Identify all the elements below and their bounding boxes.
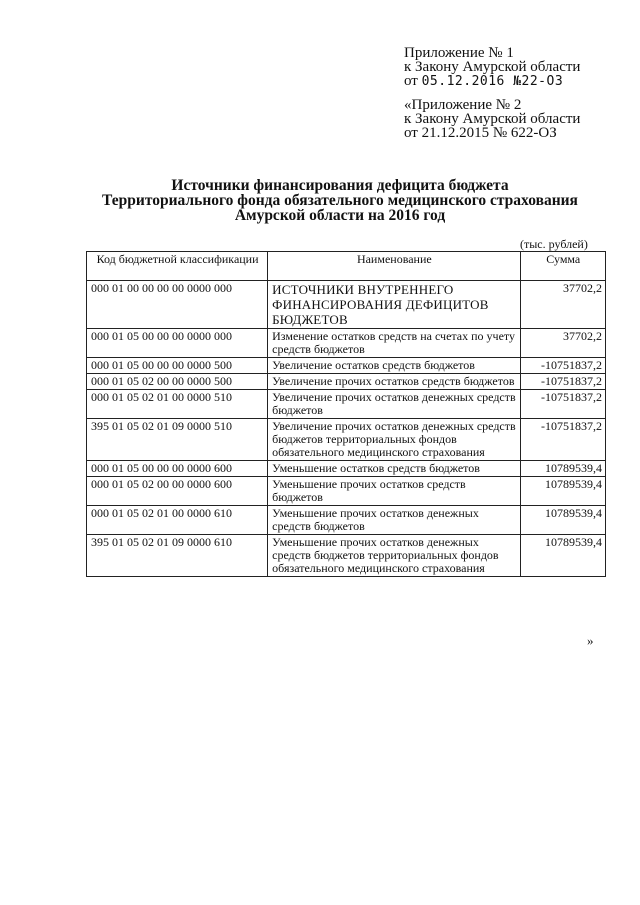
row-code: 000 01 05 00 00 00 0000 600 — [87, 461, 268, 477]
row-name: Увеличение прочих остатков средств бюджетов — [268, 374, 520, 390]
row-code: 000 01 05 00 00 00 0000 000 — [87, 329, 268, 358]
closing-quote: » — [587, 633, 594, 648]
row-name: Увеличение остатков средств бюджетов — [268, 358, 520, 374]
annex-1-title: Приложение № 1 — [404, 45, 514, 61]
row-name: Уменьшение прочих остатков денежных средств бюджетов — [268, 506, 520, 535]
row-sum: 10789539,4 — [520, 477, 605, 506]
row-name: Уменьшение прочих остатков денежных средств бюджетов территориальных фондов обязательного медицинского страхования — [268, 535, 520, 577]
annex-1-date-value: 05.12.2016 №22-ОЗ — [421, 74, 564, 89]
table-row — [87, 390, 606, 419]
row-sum: 10789539,4 — [520, 506, 605, 535]
units-label: (тыс. рублей) — [520, 237, 588, 251]
row-sum: 10789539,4 — [520, 535, 605, 577]
table-row — [87, 419, 606, 461]
table-row — [87, 535, 606, 577]
row-sum: -10751837,2 — [520, 390, 605, 419]
row-name: Изменение остатков средств на счетах по учету средств бюджетов — [268, 329, 520, 358]
row-sum: -10751837,2 — [520, 374, 605, 390]
row-name: ИСТОЧНИКИ ВНУТРЕННЕГО ФИНАНСИРОВАНИЯ ДЕФИЦИТОВ БЮДЖЕТОВ — [268, 281, 520, 329]
row-sum: 37702,2 — [520, 329, 605, 358]
row-name: Увеличение прочих остатков денежных средств бюджетов — [268, 390, 520, 419]
row-code: 000 01 05 00 00 00 0000 500 — [87, 358, 268, 374]
row-sum: -10751837,2 — [520, 419, 605, 461]
row-code: 000 01 00 00 00 00 0000 000 — [87, 281, 268, 329]
annex-2-date: от 21.12.2015 № 622-ОЗ — [404, 125, 557, 141]
table-row — [87, 461, 606, 477]
table-row — [87, 477, 606, 506]
table-row — [87, 358, 606, 374]
table-header-row — [87, 252, 606, 281]
row-code: 395 01 05 02 01 09 0000 510 — [87, 419, 268, 461]
annex-2-header — [404, 98, 624, 140]
header-name: Наименование — [268, 252, 520, 281]
document-title — [90, 178, 590, 223]
row-name: Уменьшение остатков средств бюджетов — [268, 461, 520, 477]
title-line-1: Источники финансирования дефицита бюджета — [171, 177, 509, 194]
row-code: 000 01 05 02 00 00 0000 600 — [87, 477, 268, 506]
row-name: Уменьшение прочих остатков средств бюджетов — [268, 477, 520, 506]
row-sum: -10751837,2 — [520, 358, 605, 374]
row-code: 000 01 05 02 00 00 0000 500 — [87, 374, 268, 390]
annex-2-law-ref: к Закону Амурской области — [404, 111, 581, 127]
annex-1-header — [404, 46, 624, 89]
annex-1-law-ref: к Закону Амурской области — [404, 59, 581, 75]
row-name: Увеличение прочих остатков денежных средств бюджетов территориальных фондов обязательного медицинского страхования — [268, 419, 520, 461]
row-sum: 37702,2 — [520, 281, 605, 329]
row-code: 000 01 05 02 01 00 0000 610 — [87, 506, 268, 535]
header-sum: Сумма — [520, 252, 605, 281]
table-row — [87, 374, 606, 390]
row-code: 000 01 05 02 01 00 0000 510 — [87, 390, 268, 419]
header-code: Код бюджетной классификации — [87, 252, 268, 281]
row-code: 395 01 05 02 01 09 0000 610 — [87, 535, 268, 577]
annex-1-date — [404, 74, 624, 89]
annex-1-date-prefix: от — [404, 73, 418, 89]
table-row — [87, 281, 606, 329]
table-row — [87, 329, 606, 358]
annex-2-title: «Приложение № 2 — [404, 97, 522, 113]
row-sum: 10789539,4 — [520, 461, 605, 477]
table-row — [87, 506, 606, 535]
budget-sources-table — [86, 251, 606, 577]
title-line-3: Амурской области на 2016 год — [234, 207, 446, 224]
title-line-2: Территориального фонда обязательного медицинского страхования — [102, 192, 578, 209]
